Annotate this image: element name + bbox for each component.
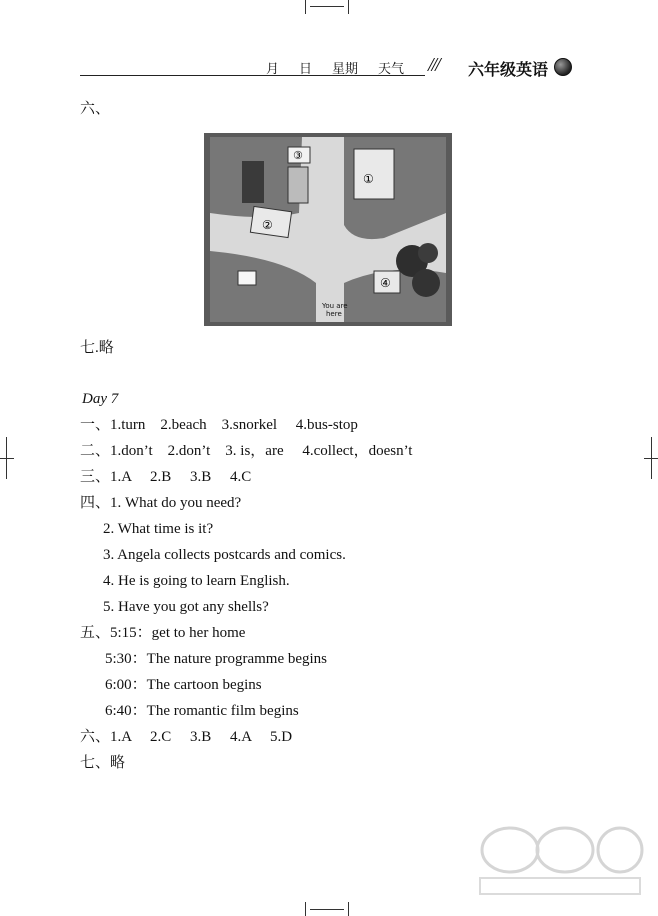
crop-mark [310,6,344,7]
street-map-image [204,133,452,326]
header-slashes: /// [428,54,439,76]
answer-five-2: 5:30：The nature programme begins [105,651,328,667]
crop-mark [0,458,14,459]
answer-four-1: 四、1. What do you need? [80,495,242,511]
answer-four-5: 5. Have you got any shells? [103,599,269,615]
marker-3: ③ [293,149,303,162]
trees-left [242,161,264,203]
day-title: Day 7 [82,391,119,407]
section-six-label: 六、 [80,101,111,117]
answer-seven: 七、略 [80,755,126,771]
marker-4: ④ [380,276,391,290]
watermark-logo [470,820,650,900]
crop-mark [305,902,306,916]
crop-mark [310,909,344,910]
book-title: 六年级英语 [468,60,549,79]
header-month: 月 [266,61,280,76]
answer-four-3: 3. Angela collects postcards and comics. [103,547,346,563]
header-weather: 天气 [378,61,405,76]
marker-2: ② [262,218,273,232]
you-are-here-line1: You are [322,302,348,310]
you-are-here-line2: here [326,310,342,318]
answer-four-2: 2. What time is it? [103,521,214,537]
answer-five-3: 6:00：The cartoon begins [105,677,262,693]
header-circle-icon [554,58,572,76]
header-weekday: 星期 [332,61,359,76]
header-day: 日 [299,61,313,76]
answer-one: 一、1.turn 2.beach 3.snorkel 4.bus-stop [80,417,358,433]
marker-1: ① [363,172,374,186]
answer-two: 二、1.don’t 2.don’t 3. is，are 4.collect，doesn’t [80,443,413,459]
section-seven-label: 七.略 [80,340,114,356]
crop-mark [644,458,658,459]
answer-four-4: 4. He is going to learn English. [103,573,290,589]
bus-shelter [288,167,308,203]
header-meta [266,58,424,77]
answer-five-4: 6:40：The romantic film begins [105,703,299,719]
answer-six: 六、1.A 2.C 3.B 4.A 5.D [80,729,293,745]
tree-right-2 [412,269,440,297]
tree-right-3 [418,243,438,263]
page-header [80,54,580,80]
sign-board [238,271,256,285]
answer-three: 三、1.A 2.B 3.B 4.C [80,469,252,485]
answer-five-1: 五、5:15：get to her home [80,625,246,641]
crop-mark [348,902,349,916]
crop-mark [305,0,306,14]
building-1 [354,149,394,199]
crop-mark [348,0,349,14]
